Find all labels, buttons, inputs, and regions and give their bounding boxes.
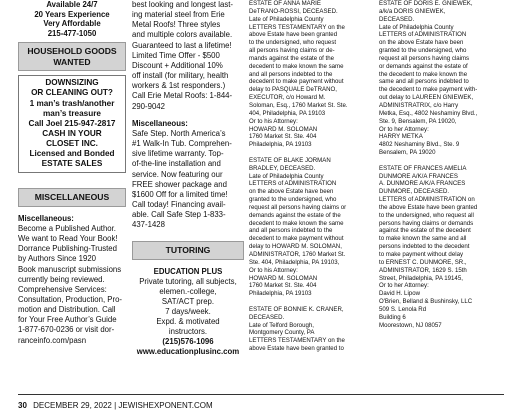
notice-line: persons indebted to the decedent [379, 243, 470, 251]
notice-line: all persons having claims or de- [249, 47, 335, 55]
page-footer [18, 394, 504, 410]
ad-line: ESTATE SALES [41, 159, 103, 169]
notice-line: to the undersigned, who request all [379, 211, 474, 219]
column-classifieds-2 [132, 0, 244, 357]
section-header-miscellaneous: MISCELLANEOUS [18, 188, 126, 207]
notice-line: O'Brien, Belland & Bushinsky, LLC [379, 298, 473, 306]
column-legal-notices-1 [249, 0, 373, 353]
estate-sales-ad-box [18, 75, 126, 173]
notice-line: DUNMORE, DECEASED. [379, 188, 450, 196]
ad-line: 1 man’s trash/another [29, 98, 115, 108]
notice-line: ESTATE OF ANNA MARIE [249, 0, 321, 7]
notice-line: HOWARD M. SOLOMAN [249, 274, 318, 282]
notice-line: DeTRANO-ROSSI, DECEASED. [249, 7, 338, 15]
notice-line: decedent to make payment without [249, 235, 344, 243]
notice-line: Or to his Attorney: [249, 266, 298, 274]
notice-line: delay to HOWARD M. SOLOMAN, [249, 243, 342, 251]
notice-line: Late of Philadelphia County [379, 23, 454, 31]
notice-line: decedent to make known the same [249, 62, 344, 70]
notice-line: 509 S. Lenola Rd [379, 305, 427, 313]
notice-line: ADMINISTRATOR, 1629 S. 15th [379, 266, 467, 274]
notice-line: Montgomery County, PA [249, 329, 315, 337]
notice-line: Bensalem, PA 19020 [379, 149, 436, 157]
notice-spacer [379, 157, 501, 165]
notice-line: decedent to make payment without [249, 78, 344, 86]
notice-line: granted to the undersigned, who [249, 196, 337, 204]
ad-line: man’s treasure [43, 108, 101, 118]
notice-line: above Estate have been granted to [249, 345, 344, 353]
notice-line: LETTERS of ADMINISTRATION [379, 31, 467, 39]
notice-line: DECEASED. [379, 15, 415, 23]
notice-line: request all persons having claims [379, 54, 470, 62]
section-header-household-goods: HOUSEHOLD GOODS WANTED [18, 42, 126, 71]
notice-line: 4802 Neshaminy Blvd., Ste. 9 [379, 141, 460, 149]
notice-spacer [249, 298, 373, 306]
notice-line: the decedent to make payment with- [379, 86, 478, 94]
notice-line: Metka, Esq., 4802 Neshaminy Blvd., [379, 109, 478, 117]
ad-phone: Call Joel 215-947-2817 [28, 118, 116, 128]
notice-line: out delay to LAUREEN GNIEWEK, [379, 94, 474, 102]
notice-line: HOWARD M. SOLOMAN [249, 125, 318, 133]
ad-line: CASH IN YOUR [42, 128, 102, 138]
notice-line: mands against the estate of the [249, 54, 335, 62]
notice-line: ADMINISTRATOR, 1760 Market St. [249, 251, 346, 258]
notice-spacer [249, 149, 373, 157]
notice-line: Street, Philadelphia, PA 19145, [379, 274, 463, 282]
notice-line: Moorestown, NJ 08057 [379, 321, 442, 329]
column-classifieds-1 [18, 0, 126, 346]
notice-line: granted to the undersigned, who [379, 47, 467, 55]
notice-line: Late of Philadelphia County [249, 15, 324, 23]
issue-date: DECEMBER 29, 2022 [33, 401, 112, 410]
ad-line: Available 24/7 [46, 0, 98, 9]
notice-line: ADMINISTRATRIX, c/o Harry [379, 101, 459, 109]
notice-line: 404, Philadelphia, PA 19103 [249, 109, 326, 117]
ad-line: Very Affordable [43, 19, 101, 29]
notice-line: or demands against the estate of [379, 62, 468, 70]
notice-line: Philadelphia, PA 19103 [249, 141, 312, 149]
notice-line: Late of Telford Borough, [249, 321, 314, 329]
notice-line: to make payment without delay [379, 251, 464, 258]
notice-line: decedent to make known the same [249, 219, 344, 227]
footer-separator: | [114, 401, 117, 410]
notice-line: ESTATE OF DORIS E. GNIEWEK, [379, 0, 473, 7]
notice-line: LETTERS of ADMINISTRATION [249, 180, 337, 188]
notice-line: the above Estate have been granted [379, 203, 478, 211]
notice-line: David H. Lipow [379, 290, 420, 298]
notice-line: on the above Estate have been [379, 39, 464, 47]
notice-line: DUNMORE A/K/A FRANCES [379, 172, 458, 180]
notice-line: LETTERS of ADMINISTRATION on [379, 196, 475, 204]
notice-line: A. DUNMORE A/K/A FRANCES [379, 180, 466, 188]
notice-line: on the above Estate have been [249, 188, 334, 196]
notice-line: demands against the estate of the [249, 211, 341, 219]
notice-line: ESTATE OF BLAKE JORMAN [249, 156, 331, 164]
notice-line: above Estate have been granted [249, 31, 338, 39]
notice-line: same and all persons indebted to [379, 78, 469, 86]
ad-line: OR CLEANING OUT? [31, 88, 113, 98]
ad-title: EDUCATION PLUS [153, 266, 223, 276]
notice-line: to ERNEST C. DUNMORE, SR., [379, 258, 467, 266]
notice-line: Ste. 9, Bensalem, PA 19020, [379, 117, 457, 125]
notice-line: 1760 Market St. Ste. 404 [249, 282, 317, 290]
notice-line: 1760 Market St. Ste. 404 [249, 133, 317, 141]
ad-title: Miscellaneous: [132, 118, 188, 128]
section-header-tutoring: TUTORING [132, 241, 244, 260]
notice-line: Philadelphia, PA 19103 [249, 290, 312, 298]
ad-line: DOWNSIZING [45, 78, 99, 88]
ad-phone: 215-477-1050 [47, 28, 97, 38]
notice-line: against the estate of the decedent [379, 227, 471, 235]
notice-line: Soloman, Esq., 1760 Market St. Ste. [249, 101, 348, 109]
notice-line: ESTATE OF BONNIE K. CRANER, [249, 305, 344, 313]
walk-in-tub-ad: Safe Step. North America’s #1 Walk-In Tub. Comprehen- sive lifetime warranty. Top- of-the-line installation and service. Now featuring our FREE shower package and $1600 Off for a limited time! Call today! Financing avail- able. Call Safe Step 1-833- 437-1428 [132, 128, 232, 230]
notice-line: EXECUTOR, c/o Howard M. [249, 94, 326, 102]
ad-line: 20 Years Experience [34, 9, 110, 19]
notice-line: HARRY METKA [379, 133, 423, 141]
notice-line: Or to her Attorney: [379, 125, 429, 133]
page-number: 30 [18, 401, 27, 410]
ad-website: www.educationplusinc.com [136, 346, 240, 356]
notice-line: LETTERS TESTAMENTARY on the [249, 23, 345, 31]
notice-line: and all persons indebted to the [249, 70, 333, 78]
ad-line: CLOSET INC. [46, 138, 98, 148]
ad-title: Miscellaneous: [18, 213, 74, 223]
notice-line: request all persons having claims or [249, 203, 347, 211]
tutoring-ad: EDUCATION PLUS Private tutoring, all subjects, elemen.-college, SAT/ACT prep. 7 days/week. Expd. & motivated instructors. (215)576-1096 www.educationplusinc.com [132, 267, 244, 357]
notice-line: Ste. 404, Philadelphia, PA 19103, [249, 258, 340, 266]
notice-line: ESTATE OF FRANCES AMELIA [379, 164, 467, 172]
column-legal-notices-2 [379, 0, 501, 329]
notice-line: delay to PASQUALE DeTRANO, [249, 86, 337, 94]
ad-phone: (215)576-1096 [162, 336, 214, 346]
notice-line: DECEASED. [249, 313, 285, 321]
notice-line: BRADLEY, DECEASED. [249, 164, 316, 172]
notice-line: persons having claims or demands [379, 219, 474, 227]
notice-line: Or to her Attorney: [379, 282, 429, 290]
notice-line: Late of Philadelphia County [249, 172, 324, 180]
notice-line: LETTERS TESTAMENTARY on the [249, 337, 345, 345]
notice-line: Building 6 [379, 313, 406, 321]
notice-line: Or to his Attorney: [249, 117, 298, 125]
notice-line: to make known the same and all [379, 235, 467, 243]
moving-ad-tail [18, 0, 126, 38]
ad-line: Licensed and Bonded [29, 149, 115, 159]
publishing-ad: Become a Published Author. We want to Read Your Book! Dorrance Publishing-Trusted by Authors Since 1920 Book manuscript submissions currently being reviewed. Comprehensive Services: Consultation, Production, Pro- motion and Distribution. Call for Your Free Author’s Guide 1-877-670-0236 or visit dor- ranceinfo.com/pasn [18, 223, 123, 345]
roofing-ad: best looking and longest last- ing material steel from Erie Metal Roofs! Three styles and multiple colors available. Guaranteed to last a lifetime! Limited Time Offer - $500 Discount + Additional 10% off install (for military, health workers & 1st responders.) Call Erie Metal Roofs: 1-844- 290-9042 [132, 0, 233, 111]
site-name: JEWISHEXPONENT.COM [118, 401, 213, 410]
notice-line: and all persons indebted to the [249, 227, 333, 235]
notice-line: a/k/a DORIS GNIEWEK, [379, 7, 446, 15]
notice-line: to the undersigned, who request [249, 39, 337, 47]
notice-line: the decedent to make known the [379, 70, 468, 78]
